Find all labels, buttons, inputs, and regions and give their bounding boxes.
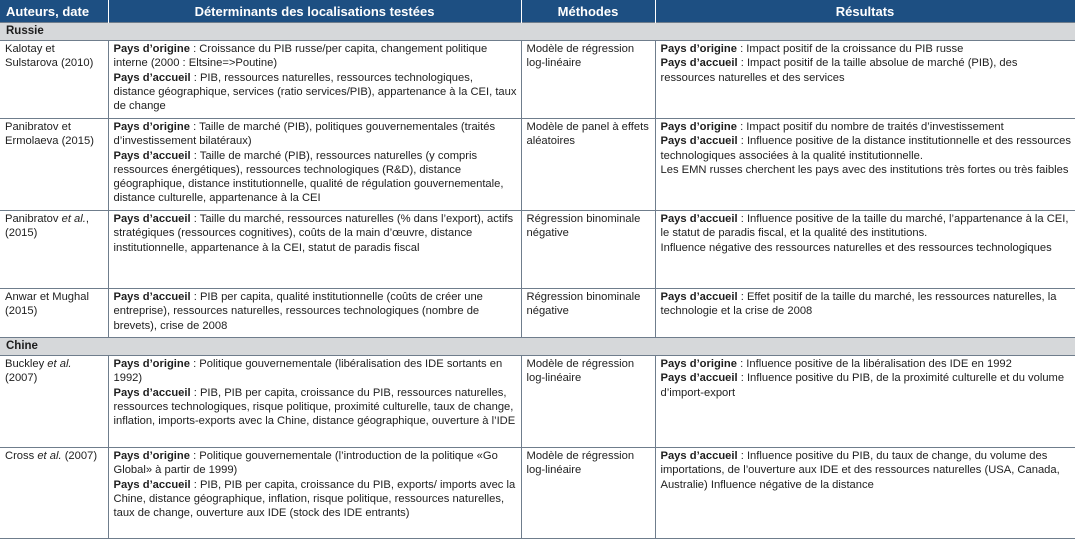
- determinant-text: : Taille de marché (PIB), ressources naturelles (y compris ressources énergétiques), ressources technologiques (R&D), distance géographique, distance institutionnelle, qualité de régulation gouvernementale, distance culturelle, appartenance à la CEI: [113, 149, 504, 205]
- author-year: (2007): [5, 372, 38, 385]
- result-text: : Impact positif de la taille absolue de marché (PIB), des ressources naturelles et des services: [660, 57, 1018, 84]
- determinant-text: : Taille de marché (PIB), politiques gouvernementales (traités d’investissement bilatéraux): [113, 121, 496, 148]
- result-line: [661, 56, 1072, 85]
- result-line: [661, 241, 1072, 255]
- table-row: [0, 289, 1075, 338]
- author-cell: [0, 41, 108, 119]
- result-line: [661, 290, 1072, 319]
- determinant-text: : Politique gouvernementale (l’introduction de la politique «Go Global» à partir de 1999): [113, 450, 498, 477]
- result-text: Les EMN russes cherchent les pays avec des institutions très fortes ou très faibles: [660, 163, 1069, 176]
- determinant-line: [114, 212, 517, 255]
- result-text: Influence négative des ressources naturelles et des ressources technologiques: [660, 241, 1052, 254]
- determinant-label: Pays d’origine: [113, 43, 190, 55]
- result-line: [661, 212, 1072, 241]
- result-label: Pays d’origine: [660, 43, 737, 55]
- result-label: Pays d’accueil: [660, 135, 738, 148]
- determinants-cell: [108, 41, 521, 119]
- result-text: : Effet positif de la taille du marché, les ressources naturelles, la technologie et la crise de 2008: [660, 291, 1057, 318]
- author-name: Kalotay et Sulstarova (2010): [5, 43, 94, 70]
- determinant-text: : PIB, PIB per capita, croissance du PIB, exports/ imports avec la Chine, distance géographique, inflation, risque politique, ressources naturelles, taux de change, ouverture aux IDE (stock des IDE entrants): [113, 478, 516, 520]
- author-cell: [0, 356, 108, 448]
- result-line: [661, 357, 1072, 371]
- section-row-russie: [0, 23, 1075, 41]
- result-line: [661, 134, 1072, 163]
- determinants-cell: [108, 448, 521, 539]
- determinants-cell: [108, 289, 521, 338]
- determinant-text: : Taille du marché, ressources naturelles (% dans l’export), actifs stratégiques (ressources cognitives), coûts de la main d’œuvre, distance institutionnelle, appartenance à la CEI, statut de paradis fiscal: [113, 213, 514, 254]
- determinant-label: Pays d’accueil: [113, 149, 191, 162]
- header-determinants: Déterminants des localisations testées: [108, 0, 521, 23]
- result-text: : Influence positive de la distance institutionnelle et des ressources technologiques associées à la qualité institutionnelle.: [660, 135, 1071, 162]
- results-cell: [655, 448, 1075, 539]
- determinants-cell: [108, 211, 521, 289]
- result-line: [661, 120, 1072, 134]
- author-cell: [0, 119, 108, 211]
- results-cell: [655, 41, 1075, 119]
- determinant-line: [114, 42, 517, 71]
- author-etal: et al.: [61, 213, 86, 225]
- determinant-label: Pays d’accueil: [113, 386, 191, 399]
- author-name: Anwar et Mughal (2015): [5, 291, 89, 318]
- result-label: Pays d’accueil: [660, 372, 738, 385]
- method-cell: Régression binominale négative: [521, 289, 655, 338]
- result-label: Pays d’origine: [660, 358, 737, 370]
- method-cell: Modèle de régression log-linéaire: [521, 41, 655, 119]
- determinant-label: Pays d’origine: [113, 450, 190, 462]
- author-name: Cross: [5, 450, 38, 462]
- author-cell: [0, 289, 108, 338]
- result-line: [661, 449, 1072, 492]
- determinants-cell: [108, 119, 521, 211]
- result-line: [661, 42, 1072, 56]
- determinant-label: Pays d’accueil: [113, 213, 191, 225]
- results-cell: [655, 356, 1075, 448]
- result-text: : Influence positive de la taille du marché, l’appartenance à la CEI, le statut de paradis fiscal, et la qualité des institutions.: [660, 213, 1069, 240]
- author-cell: [0, 448, 108, 539]
- author-cell: [0, 211, 108, 289]
- section-title: Chine: [0, 338, 1075, 356]
- determinant-line: [114, 449, 517, 478]
- result-label: Pays d’accueil: [660, 450, 738, 462]
- determinant-text: : Croissance du PIB russe/per capita, changement politique interne (2000 : Eltsine=>Poutine): [113, 43, 488, 70]
- determinant-text: : Politique gouvernementale (libéralisation des IDE sortants en 1992): [113, 358, 503, 385]
- method-cell: Régression binominale négative: [521, 211, 655, 289]
- result-label: Pays d’accueil: [660, 57, 738, 70]
- determinants-cell: [108, 356, 521, 448]
- method-cell: Modèle de régression log-linéaire: [521, 356, 655, 448]
- determinant-text: : PIB per capita, qualité institutionnelle (coûts de créer une entreprise), ressources naturelles, ressources technologiques (nombre de brevets), crise de 2008: [113, 291, 483, 332]
- results-cell: [655, 289, 1075, 338]
- table-row: [0, 211, 1075, 289]
- determinant-label: Pays d’accueil: [113, 291, 191, 303]
- determinant-label: Pays d’accueil: [113, 71, 191, 84]
- result-text: : Influence positive de la libéralisation des IDE en 1992: [736, 358, 1012, 370]
- results-cell: [655, 119, 1075, 211]
- determinant-line: [114, 386, 517, 429]
- result-label: Pays d’origine: [660, 121, 737, 133]
- result-text: : Impact positif de la croissance du PIB russe: [736, 43, 964, 55]
- result-text: : Impact positif du nombre de traités d’investissement: [736, 121, 1004, 133]
- header-row: [0, 0, 1075, 23]
- determinant-line: [114, 71, 517, 114]
- table-row: [0, 448, 1075, 539]
- author-etal: et al.: [37, 450, 62, 462]
- method-cell: Modèle de régression log-linéaire: [521, 448, 655, 539]
- determinant-label: Pays d’origine: [113, 358, 190, 370]
- results-cell: [655, 211, 1075, 289]
- result-label: Pays d’accueil: [660, 213, 738, 225]
- result-line: [661, 163, 1072, 177]
- determinant-line: [114, 290, 517, 333]
- section-row-chine: [0, 338, 1075, 356]
- result-line: [661, 371, 1072, 400]
- table-row: [0, 119, 1075, 211]
- header-authors: Auteurs, date: [0, 0, 108, 23]
- determinant-line: [114, 478, 517, 521]
- author-etal: et al.: [47, 358, 72, 370]
- result-text: : Influence positive du PIB, de la proximité culturelle et du volume d’import-export: [660, 372, 1065, 399]
- header-results: Résultats: [655, 0, 1075, 23]
- author-name: Panibratov: [5, 213, 62, 225]
- result-label: Pays d’accueil: [660, 291, 738, 303]
- determinant-text: : PIB, ressources naturelles, ressources technologiques, distance géographique, services (ratio services/PIB), appartenance à la CEI, taux de change: [113, 71, 517, 113]
- author-name: Panibratov et Ermolaeva (2015): [5, 121, 94, 148]
- header-methods: Méthodes: [521, 0, 655, 23]
- section-title: Russie: [0, 23, 1075, 41]
- determinant-label: Pays d’accueil: [113, 478, 191, 491]
- result-text: : Influence positive du PIB, du taux de change, du volume des importations, de l’ouverture aux IDE et des ressources naturelles (USA, Canada, Australie) Influence négative de la distance: [660, 450, 1060, 491]
- author-name: Buckley: [5, 358, 48, 370]
- author-year: , (2015): [5, 213, 89, 240]
- determinant-line: [114, 357, 517, 386]
- determinant-line: [114, 149, 517, 206]
- determinant-line: [114, 120, 517, 149]
- author-year: (2007): [61, 450, 98, 462]
- determinant-text: : PIB, PIB per capita, croissance du PIB, ressources naturelles, ressources technologiques, risque politique, proximité culturelle, taux de change, inflation, imports-exports avec la Chine, distance géographique, ouverture à l’IDE: [113, 386, 516, 428]
- determinant-label: Pays d’origine: [113, 121, 190, 133]
- table-row: [0, 41, 1075, 119]
- method-cell: Modèle de panel à effets aléatoires: [521, 119, 655, 211]
- table-row: [0, 356, 1075, 448]
